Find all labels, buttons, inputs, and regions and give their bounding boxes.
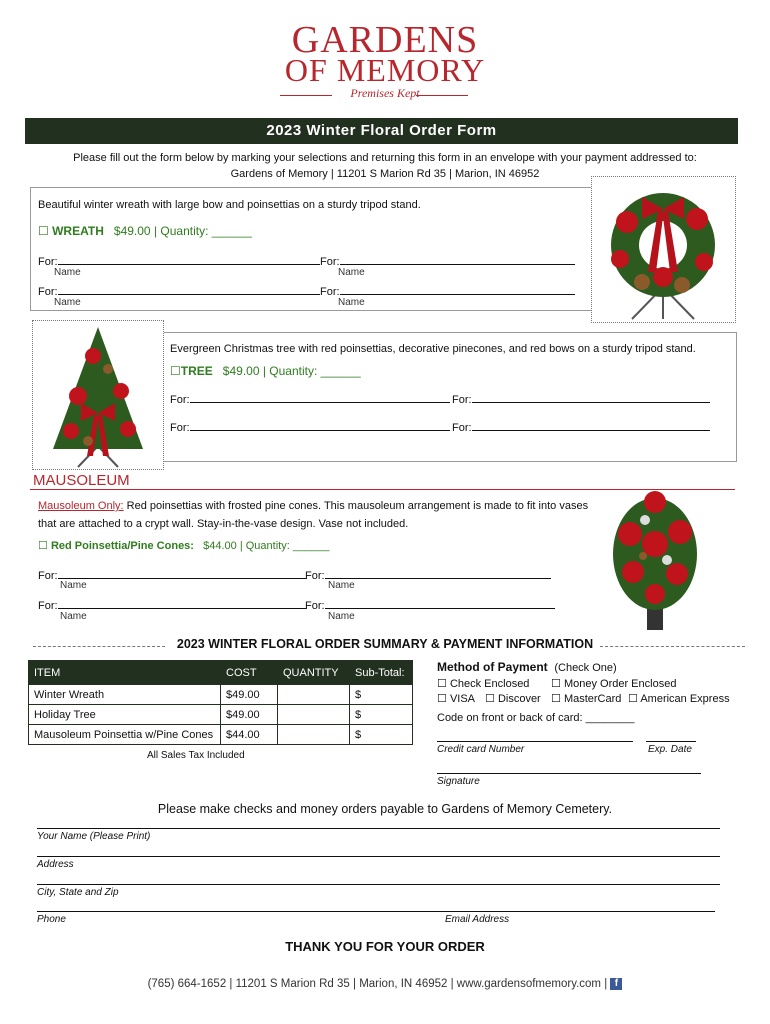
table-row [29, 705, 413, 725]
facebook-icon[interactable]: f [610, 978, 622, 990]
phone-email-line[interactable] [37, 911, 715, 912]
name-sublabel: Name [328, 580, 355, 591]
summary-heading: 2023 WINTER FLORAL ORDER SUMMARY & PAYMENT INFORMATION [176, 637, 594, 651]
thank-you: THANK YOU FOR YOUR ORDER [285, 939, 485, 954]
wreath-option[interactable] [38, 224, 252, 238]
row-cost: $49.00 [221, 705, 278, 725]
check-enclosed-option[interactable]: ☐ Check Enclosed [437, 678, 530, 690]
exp-date-line[interactable] [646, 741, 696, 742]
mausoleum-only-label: Mausoleum Only: [38, 500, 124, 512]
row-item: Mausoleum Poinsettia w/Pine Cones [29, 725, 221, 745]
exp-date-label: Exp. Date [648, 744, 692, 755]
row-quantity-input[interactable] [278, 725, 350, 745]
mausoleum-description-1 [38, 500, 588, 512]
header-cost: COST [221, 661, 278, 685]
table-header-row [29, 661, 413, 685]
payment-method [437, 660, 617, 674]
name-line[interactable] [37, 828, 720, 829]
mausoleum-description-2: that are attached to a crypt wall. Stay-in-the-vase design. Vase not included. [38, 518, 409, 530]
mausoleum-for-2[interactable]: For: [305, 569, 551, 582]
tagline: Premises Kept [350, 86, 420, 100]
mausoleum-checkbox[interactable]: ☐ [38, 540, 48, 552]
name-sublabel: Name [328, 611, 355, 622]
tree-image [32, 320, 164, 470]
signature-label: Signature [437, 776, 480, 787]
wreath-for-1[interactable]: For: [38, 255, 320, 268]
mausoleum-desc-text: Red poinsettias with frosted pine cones. This mausoleum arrangement is made to fit into vases [126, 500, 589, 512]
email-label: Email Address [445, 914, 510, 925]
name-sublabel: Name [60, 611, 87, 622]
wreath-image [591, 176, 736, 323]
card-number-label: Credit card Number [437, 744, 525, 755]
tree-price-qty: $49.00 | Quantity: ______ [222, 364, 361, 378]
tree-label: TREE [180, 364, 213, 378]
mausoleum-heading: MAUSOLEUM [33, 472, 130, 489]
wreath-for-4[interactable]: For: [320, 285, 575, 298]
discover-option[interactable]: ☐ Discover [485, 693, 541, 705]
wreath-description: Beautiful winter wreath with large bow and poinsettias on a sturdy tripod stand. [38, 199, 421, 211]
mausoleum-image [605, 484, 705, 632]
header-quantity: QUANTITY [278, 661, 350, 685]
card-number-line[interactable] [437, 741, 633, 742]
tax-note: All Sales Tax Included [147, 750, 245, 761]
row-subtotal-input[interactable]: $ [350, 725, 413, 745]
phone-label: Phone [37, 914, 66, 925]
visa-option[interactable]: ☐ VISA [437, 693, 476, 705]
wreath-checkbox[interactable]: ☐ [38, 224, 49, 238]
footer-contact: (765) 664-1652 | 11201 S Marion Rd 35 | Marion, IN 46952 | www.gardensofmemory.com | [147, 978, 608, 991]
form-title: 2023 Winter Floral Order Form [25, 118, 738, 144]
wreath-price-qty: $49.00 | Quantity: ______ [113, 224, 252, 238]
logo-line-2: OF MEMORY [284, 52, 486, 88]
payable-note: Please make checks and money orders payable to Gardens of Memory Cemetery. [157, 802, 613, 816]
tree-checkbox[interactable]: ☐ [170, 364, 181, 378]
header-subtotal: Sub-Total: [350, 661, 413, 685]
row-subtotal-input[interactable]: $ [350, 685, 413, 705]
payment-heading: Method of Payment [437, 660, 548, 674]
mausoleum-option[interactable] [38, 539, 330, 552]
mausoleum-for-3[interactable]: For: [38, 599, 306, 612]
name-label: Your Name (Please Print) [37, 831, 151, 842]
money-order-option[interactable]: ☐ Money Order Enclosed [551, 678, 677, 690]
row-quantity-input[interactable] [278, 685, 350, 705]
city-line[interactable] [37, 884, 720, 885]
tree-for-3[interactable]: For: [170, 421, 450, 434]
wreath-label: WREATH [52, 224, 104, 238]
tree-for-1[interactable]: For: [170, 393, 450, 406]
mausoleum-label: Red Poinsettia/Pine Cones: [50, 540, 194, 552]
tree-option[interactable] [170, 364, 361, 378]
address-line[interactable] [37, 856, 720, 857]
mausoleum-for-4[interactable]: For: [305, 599, 555, 612]
name-sublabel: Name [338, 297, 365, 308]
wreath-for-3[interactable]: For: [38, 285, 320, 298]
header-item: ITEM [29, 661, 221, 685]
table-row [29, 685, 413, 705]
table-row [29, 725, 413, 745]
tree-for-2[interactable]: For: [452, 393, 710, 406]
mausoleum-price-qty: $44.00 | Quantity: ______ [203, 540, 330, 552]
intro-line-2: Gardens of Memory | 11201 S Marion Rd 35 | Marion, IN 46952 [230, 168, 540, 180]
name-sublabel: Name [60, 580, 87, 591]
check-one-note: (Check One) [554, 662, 617, 674]
row-subtotal-input[interactable]: $ [350, 705, 413, 725]
row-cost: $49.00 [221, 685, 278, 705]
tree-for-4[interactable]: For: [452, 421, 710, 434]
city-label: City, State and Zip [37, 887, 119, 898]
intro-line-1: Please fill out the form below by marking your selections and returning this form in an envelope with your payment addressed to: [73, 152, 697, 164]
wreath-for-2[interactable]: For: [320, 255, 575, 268]
signature-line[interactable] [437, 773, 701, 774]
name-sublabel: Name [338, 267, 365, 278]
mastercard-option[interactable]: ☐ MasterCard [551, 693, 622, 705]
order-summary-table [28, 660, 413, 745]
footer [0, 978, 770, 990]
amex-option[interactable]: ☐ American Express [628, 693, 730, 705]
name-sublabel: Name [54, 267, 81, 278]
row-quantity-input[interactable] [278, 705, 350, 725]
card-code-field[interactable]: Code on front or back of card: ________ [437, 712, 635, 724]
tree-description: Evergreen Christmas tree with red poinsettias, decorative pinecones, and red bows on a sturdy tripod stand. [170, 343, 696, 355]
address-label: Address [37, 859, 74, 870]
row-item: Winter Wreath [29, 685, 221, 705]
name-sublabel: Name [54, 297, 81, 308]
logo-line-1: GARDENS [291, 19, 479, 61]
mausoleum-for-1[interactable]: For: [38, 569, 306, 582]
row-item: Holiday Tree [29, 705, 221, 725]
row-cost: $44.00 [221, 725, 278, 745]
